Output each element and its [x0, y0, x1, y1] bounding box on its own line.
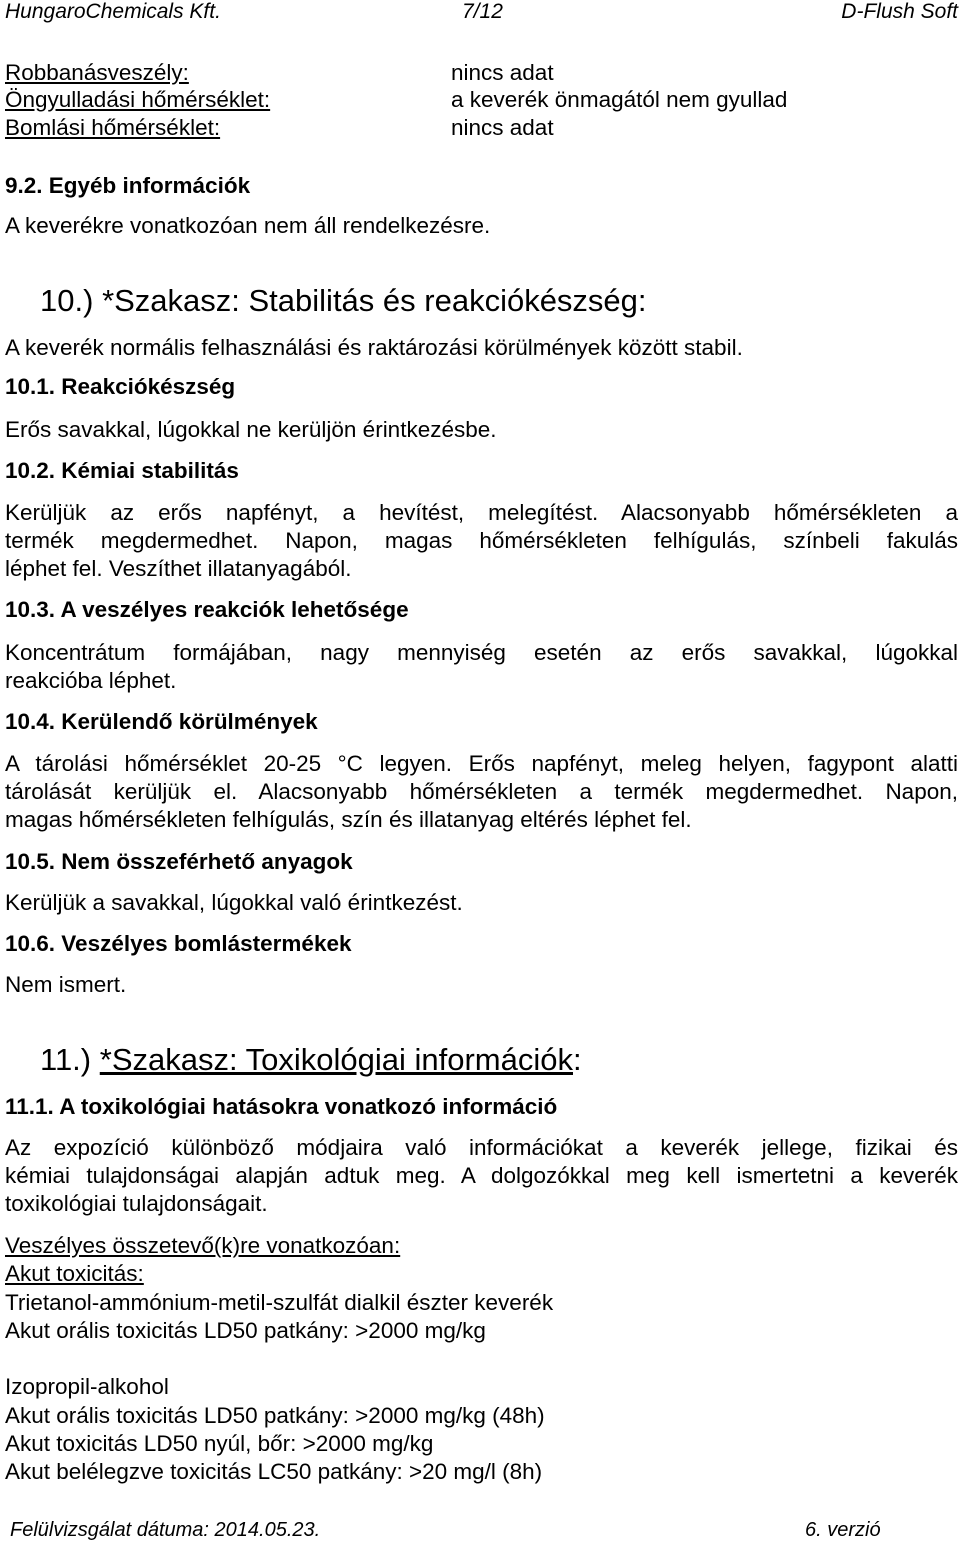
section-10-1-title: 10.1. Reakciókészség	[5, 374, 236, 399]
section-11-title: *Szakasz: Toxikológiai információk	[99, 1042, 573, 1077]
header-page-number: 7/12	[462, 0, 503, 23]
section-10-3-line: reakcióba léphet.	[5, 668, 177, 693]
footer-version: 6. verzió	[805, 1519, 881, 1541]
section-10-3-line: Koncentrátum formájában, nagy mennyiség esetén az erős savakkal, lúgokkal	[5, 640, 958, 665]
section-11-1-line: kémiai tulajdonságai alapján adtuk meg. A dolgozókkal meg kell ismertetni a keverék	[5, 1163, 958, 1188]
section-11-1-title: 11.1. A toxikológiai hatásokra vonatkozó információ	[5, 1094, 558, 1119]
section-10-2-line: Kerüljük az erős napfényt, a hevítést, melegítést. Alacsonyabb hőmérsékleten a	[5, 500, 958, 525]
section-11-colon: :	[573, 1042, 582, 1077]
section-10-2-line: termék megdermedhet. Napon, magas hőmérsékleten felhígulás, színbeli fakulás	[5, 528, 958, 553]
section-10-4-line: magas hőmérsékleten felhígulás, szín és illatanyag eltérés léphet fel.	[5, 807, 692, 832]
component-1-ld50-oral: Akut orális toxicitás LD50 patkány: >2000 mg/kg	[5, 1318, 486, 1343]
section-10-6-text: Nem ismert.	[5, 972, 127, 997]
section-10-number: 10.	[40, 283, 84, 318]
section-10-5-title: 10.5. Nem összeférhető anyagok	[5, 849, 353, 874]
component-2-name: Izopropil-alkohol	[5, 1374, 169, 1399]
prop-value-explosion: nincs adat	[451, 60, 554, 85]
section-9-2-title: 9.2. Egyéb információk	[5, 173, 251, 198]
section-10-intro: A keverék normális felhasználási és raktározási körülmények között stabil.	[5, 335, 743, 360]
section-11-1-line: Az expozíció különböző módjaira való információkat a keverék jellege, fizikai és	[5, 1135, 958, 1160]
section-10-4-line: A tárolási hőmérséklet 20-25 °C legyen. Erős napfényt, meleg helyen, fagypont alatti	[5, 751, 958, 776]
section-10-paren: )	[83, 283, 94, 318]
prop-value-decomposition: nincs adat	[451, 115, 554, 140]
prop-label-autoignition: Öngyulladási hőmérséklet:	[5, 87, 271, 112]
section-10-4-title: 10.4. Kerülendő körülmények	[5, 709, 318, 734]
prop-label-explosion: Robbanásveszély:	[5, 60, 189, 85]
hazardous-components-heading: Veszélyes összetevő(k)re vonatkozóan:	[5, 1233, 401, 1258]
component-1-name: Trietanol-ammónium-metil-szulfát dialkil észter keverék	[5, 1290, 554, 1315]
section-10-6-title: 10.6. Veszélyes bomlástermékek	[5, 931, 352, 956]
section-10-title: *Szakasz: Stabilitás és reakciókészség	[102, 283, 638, 318]
section-10-1-text: Erős savakkal, lúgokkal ne kerüljön érintkezésbe.	[5, 417, 497, 442]
prop-value-autoignition: a keverék önmagától nem gyullad	[451, 87, 788, 112]
component-2-lc50-inhalation: Akut belélegzve toxicitás LC50 patkány: >20 mg/l (8h)	[5, 1459, 543, 1484]
component-2-ld50-dermal: Akut toxicitás LD50 nyúl, bőr: >2000 mg/kg	[5, 1431, 434, 1456]
prop-label-decomposition: Bomlási hőmérséklet:	[5, 115, 221, 140]
footer-review-date: Felülvizsgálat dátuma: 2014.05.23.	[10, 1519, 321, 1541]
section-11-heading	[40, 1042, 582, 1078]
header-product: D-Flush Soft	[841, 0, 958, 23]
section-10-2-line: léphet fel. Veszíthet illatanyagából.	[5, 556, 352, 581]
section-10-heading	[40, 283, 647, 319]
section-10-5-text: Kerüljük a savakkal, lúgokkal való érintkezést.	[5, 890, 463, 915]
component-2-ld50-oral: Akut orális toxicitás LD50 patkány: >2000 mg/kg (48h)	[5, 1403, 545, 1428]
acute-toxicity-heading: Akut toxicitás:	[5, 1261, 144, 1286]
section-10-colon: :	[637, 283, 647, 318]
section-10-4-line: tárolását kerüljük el. Alacsonyabb hőmérsékleten a termék megdermedhet. Napon,	[5, 779, 958, 804]
section-11-paren: )	[80, 1042, 92, 1077]
section-10-3-title: 10.3. A veszélyes reakciók lehetősége	[5, 597, 409, 622]
section-11-number: 11.	[40, 1042, 81, 1077]
section-11-1-line: toxikológiai tulajdonságait.	[5, 1191, 268, 1216]
section-10-2-title: 10.2. Kémiai stabilitás	[5, 458, 239, 483]
header-company: HungaroChemicals Kft.	[5, 0, 221, 23]
section-9-2-text: A keverékre vonatkozóan nem áll rendelkezésre.	[5, 213, 491, 238]
